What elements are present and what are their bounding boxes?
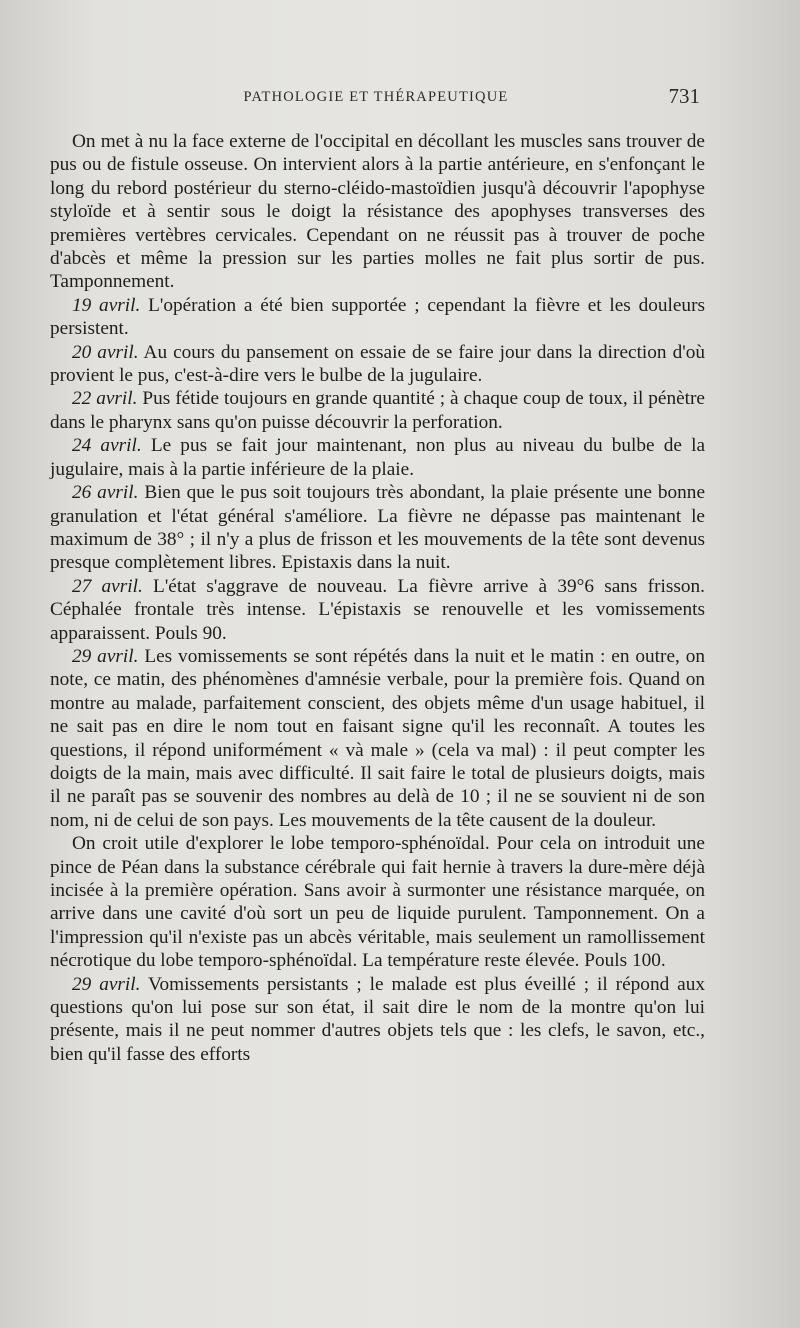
running-title: PATHOLOGIE ET THÉRAPEUTIQUE <box>243 89 509 105</box>
paragraph-date: 27 avril. <box>72 575 143 597</box>
paragraph-text: On croit utile d'explorer le lobe temporo-sphénoïdal. Pour cela on introduit une pince de Péan dans la substance cérébrale qui fait hernie à travers la dure-mère déjà incisée à la première opération. Sans avoir à surmonter une résistance marquée, on arrive dans une cavité d'où sort un peu de liquide purulent. Tamponnement. On a l'impression qu'il n'existe pas un abcès véritable, mais seulement un ramollissement nécrotique du lobe temporo-sphénoïdal. La température reste élevée. Pouls 100. <box>50 833 705 972</box>
paragraph-date: 29 avril. <box>72 645 139 667</box>
paragraph-text: Le pus se fait jour maintenant, non plus au niveau du bulbe de la jugulaire, mais à la partie inférieure de la plaie. <box>50 435 705 480</box>
paragraph-date: 26 avril. <box>72 482 139 504</box>
paragraph-4 <box>50 434 705 481</box>
paragraph-text: L'état s'aggrave de nouveau. La fièvre arrive à 39°6 sans frisson. Céphalée frontale très intense. L'épistaxis se renouvelle et les vomissements apparaissent. Pouls 90. <box>50 575 705 644</box>
paragraph-8 <box>50 832 705 972</box>
page-header <box>52 84 700 114</box>
paragraph-9 <box>50 973 705 1067</box>
paragraph-0 <box>50 130 705 294</box>
paragraph-text: Pus fétide toujours en grande quantité ; à chaque coup de toux, il pénètre dans le pharynx sans qu'on puisse découvrir la perforation. <box>50 388 705 433</box>
paragraph-3 <box>50 387 705 434</box>
page-number: 731 <box>668 84 700 108</box>
paragraph-text: On met à nu la face externe de l'occipital en décollant les muscles sans trouver de pus ou de fistule osseuse. On intervient alors à la partie antérieure, en s'enfonçant le long du rebord postérieur du sterno-cléido-mastoïdien jusqu'à découvrir l'apophyse styloïde et à sentir sous le doigt la résistance des apophyses transverses des premières vertèbres cervicales. Cependant on ne réussit pas à trouver de poche d'abcès et même la pression sur les parties molles ne fait plus sortir de pus. Tamponnement. <box>50 131 705 293</box>
paragraph-2 <box>50 341 705 388</box>
paragraph-7 <box>50 645 705 832</box>
paragraph-6 <box>50 575 705 645</box>
paragraph-date: 19 avril. <box>72 294 141 316</box>
paragraph-date: 29 avril. <box>72 973 141 995</box>
paragraph-5 <box>50 481 705 575</box>
paragraph-date: 24 avril. <box>72 435 142 457</box>
paragraph-date: 22 avril. <box>72 388 138 410</box>
paragraph-1 <box>50 294 705 341</box>
paragraph-text: Vomissements persistants ; le malade est plus éveillé ; il répond aux questions qu'on lui pose sur son état, il sait dire le nom de la montre qu'on lui présente, mais il ne peut nommer d'autres objets tels que : les clefs, le savon, etc., bien qu'il fasse des efforts <box>50 973 705 1065</box>
body-text <box>50 130 705 1066</box>
paragraph-text: Bien que le pus soit toujours très abondant, la plaie présente une bonne granulation et l'état général s'améliore. La fièvre ne dépasse pas maintenant le maximum de 38° ; il n'y a plus de frisson et les mouvements de la tête sont devenus presque complètement libres. Epistaxis dans la nuit. <box>50 482 705 574</box>
paragraph-text: L'opération a été bien supportée ; cependant la fièvre et les douleurs persistent. <box>50 294 705 340</box>
paragraph-text: Au cours du pansement on essaie de se faire jour dans la direction d'où provient le pus, c'est-à-dire vers le bulbe de la jugulaire. <box>50 341 705 387</box>
paragraph-date: 20 avril. <box>72 341 139 363</box>
paragraph-text: Les vomissements se sont répétés dans la nuit et le matin : en outre, on note, ce matin, des phénomènes d'amnésie verbale, pour la première fois. Quand on montre au malade, parfaitement conscient, des objets même d'un usage habituel, il ne sait pas en dire le nom tout en faisant signe qu'il les reconnaît. A toutes les questions, il répond uniformément « và male » (cela va mal) : il peut compter les doigts de la main, mais avec difficulté. Il sait faire le total de plusieurs doigts, mais il ne paraît pas se souvenir des nombres au delà de 10 ; il ne se souvient ni de son nom, ni de celui de son pays. Les mouvements de la tête causent de la douleur. <box>50 645 705 831</box>
